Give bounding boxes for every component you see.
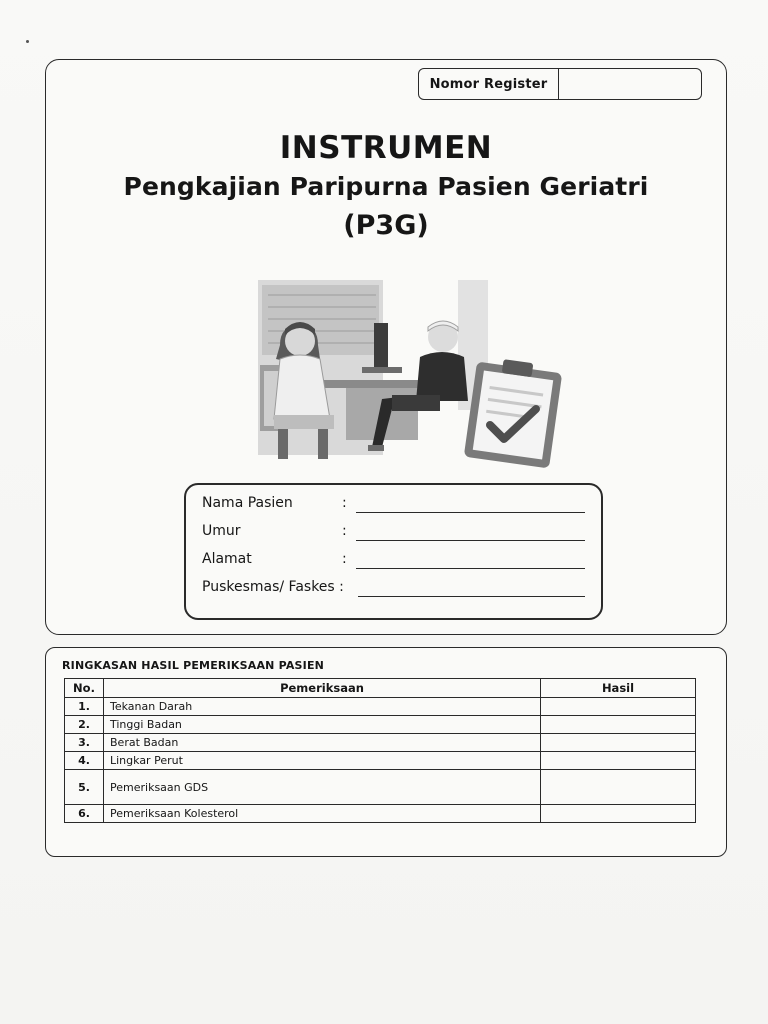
field-input-umur[interactable]: [356, 540, 585, 541]
row-number: 1.: [65, 698, 104, 716]
table-row: [65, 698, 696, 716]
register-label: Nomor Register: [419, 69, 559, 99]
summary-card: [45, 647, 727, 857]
instrument-code: (P3G): [343, 210, 429, 241]
row-number: 3.: [65, 734, 104, 752]
header-exam: Pemeriksaan: [104, 679, 541, 698]
field-label-nama: Nama Pasien: [202, 495, 293, 511]
summary-title: RINGKASAN HASIL PEMERIKSAAN PASIEN: [62, 659, 325, 672]
row-exam: Tinggi Badan: [104, 716, 541, 734]
table-row: [65, 805, 696, 823]
field-input-faskes[interactable]: [358, 596, 585, 597]
scan-speck: [26, 40, 29, 43]
row-number: 5.: [65, 770, 104, 805]
row-result-cell[interactable]: [541, 734, 696, 752]
page-title: INSTRUMEN: [279, 130, 493, 166]
row-number: 6.: [65, 805, 104, 823]
row-exam: Tekanan Darah: [104, 698, 541, 716]
clipboard-icon: [464, 359, 563, 468]
cover-card: [45, 59, 727, 635]
monitor-icon: [374, 323, 388, 367]
field-row-faskes: [202, 579, 585, 601]
row-result-cell[interactable]: [541, 752, 696, 770]
row-number: 4.: [65, 752, 104, 770]
field-label-umur: Umur: [202, 523, 241, 539]
field-colon: :: [342, 523, 347, 539]
row-result-cell[interactable]: [541, 805, 696, 823]
field-input-nama[interactable]: [356, 512, 585, 513]
field-label-faskes: Puskesmas/ Faskes :: [202, 579, 344, 595]
table-row: [65, 716, 696, 734]
field-colon: :: [342, 551, 347, 567]
results-table: [64, 678, 696, 823]
doctor-patient-illustration: [258, 275, 563, 470]
page-subtitle: Pengkajian Paripurna Pasien Geriatri: [123, 172, 649, 201]
row-exam: Pemeriksaan GDS: [104, 770, 541, 805]
field-colon: :: [342, 495, 347, 511]
table-row: [65, 752, 696, 770]
header-no: No.: [65, 679, 104, 698]
row-exam: Berat Badan: [104, 734, 541, 752]
field-input-alamat[interactable]: [356, 568, 585, 569]
field-row-alamat: [202, 551, 585, 573]
register-value-field[interactable]: [559, 69, 701, 99]
patient-info-box: [184, 483, 603, 620]
row-result-cell[interactable]: [541, 698, 696, 716]
row-result-cell[interactable]: [541, 770, 696, 805]
register-box: [418, 68, 702, 100]
row-exam: Lingkar Perut: [104, 752, 541, 770]
table-row: [65, 734, 696, 752]
header-result: Hasil: [541, 679, 696, 698]
table-row: [65, 770, 696, 805]
row-result-cell[interactable]: [541, 716, 696, 734]
row-number: 2.: [65, 716, 104, 734]
row-exam: Pemeriksaan Kolesterol: [104, 805, 541, 823]
field-row-nama: [202, 495, 585, 517]
field-label-alamat: Alamat: [202, 551, 252, 567]
field-row-umur: [202, 523, 585, 545]
table-header-row: [65, 679, 696, 698]
